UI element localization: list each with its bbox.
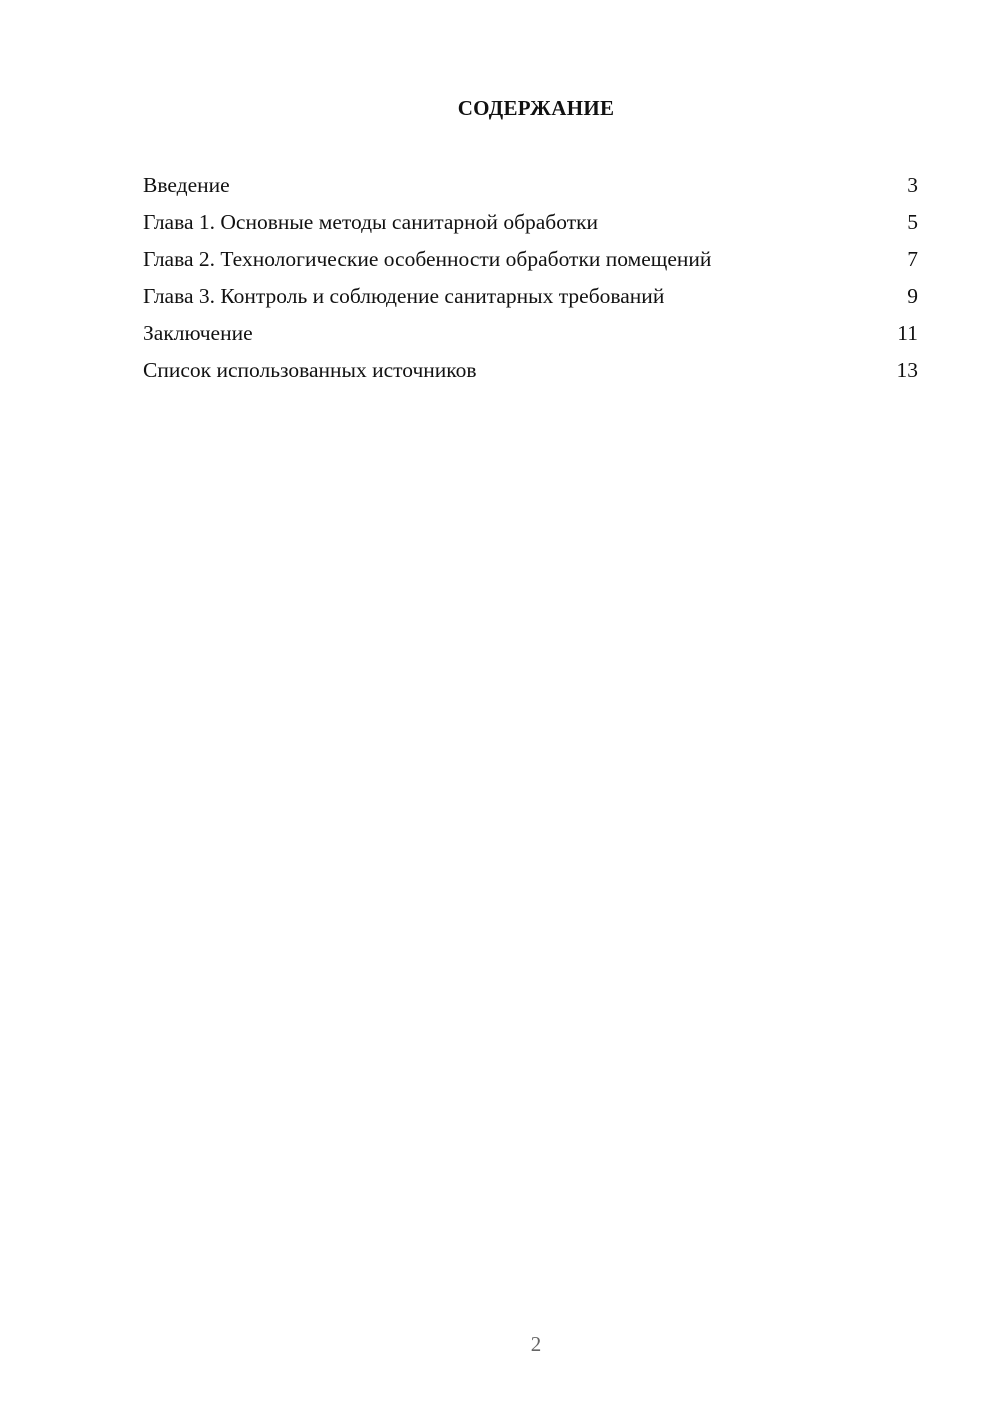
toc-entry-page-number: 5 [907, 210, 918, 234]
toc-entry-chapter-3 [143, 281, 918, 318]
toc-entry-conclusion [143, 318, 918, 355]
toc-entry-page-number: 3 [907, 173, 918, 197]
toc-entry-page-number: 13 [896, 358, 918, 382]
toc-entry-label: Введение [143, 173, 230, 197]
toc-entry-page-number: 11 [897, 321, 918, 345]
toc-entry-label: Глава 3. Контроль и соблюдение санитарных требований [143, 284, 665, 308]
page-title: СОДЕРЖАНИЕ [457, 96, 615, 120]
page-number: 2 [530, 1332, 542, 1356]
toc-entry-label: Заключение [143, 321, 253, 345]
toc-entry-introduction [143, 170, 918, 207]
toc-entry-label: Глава 1. Основные методы санитарной обработки [143, 210, 599, 234]
toc-entry-chapter-2 [143, 244, 918, 281]
toc-entry-label: Список использованных источников [143, 358, 477, 382]
toc-entry-page-number: 7 [907, 247, 918, 271]
toc-entry-label: Глава 2. Технологические особенности обработки помещений [143, 247, 712, 271]
toc-entry-references [143, 355, 918, 392]
toc-entry-chapter-1 [143, 207, 918, 244]
toc-entry-page-number: 9 [907, 284, 918, 308]
table-of-contents [143, 170, 918, 392]
